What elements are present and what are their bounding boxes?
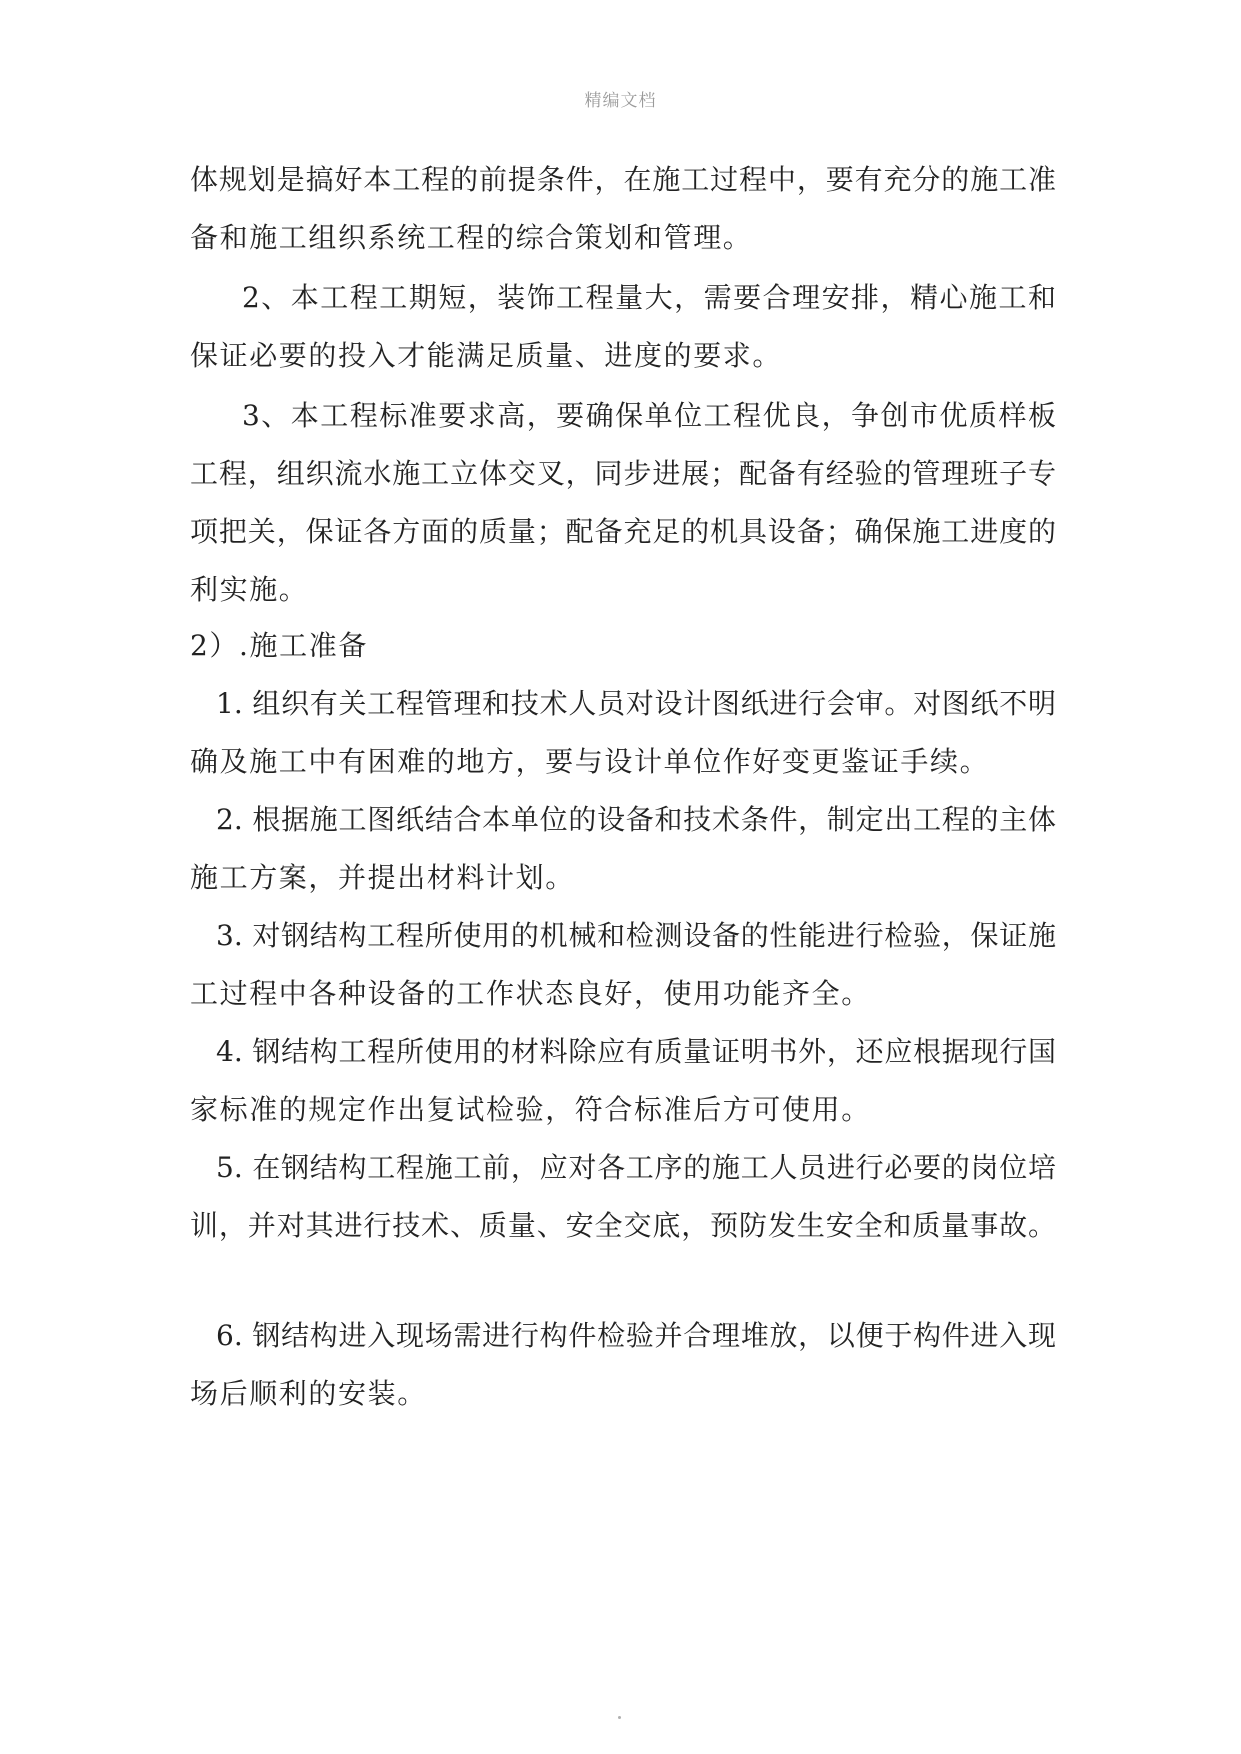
- text-line: 场后顺利的安装。: [190, 1377, 427, 1410]
- list-item: 6. 钢结构进入现场需进行构件检验并合理堆放，以便于构件进入现: [216, 1319, 1056, 1352]
- text-line: 2、本工程工期短，装饰工程量大，需要合理安排，精心施工和: [242, 281, 1056, 314]
- list-item: 2. 根据施工图纸结合本单位的设备和技术条件，制定出工程的主体: [216, 803, 1056, 836]
- text-line: 训，并对其进行技术、质量、安全交底，预防发生安全和质量事故。: [190, 1209, 1056, 1242]
- text-line: 项把关，保证各方面的质量；配备充足的机具设备；确保施工进度的: [190, 515, 1056, 548]
- list-item: 1. 组织有关工程管理和技术人员对设计图纸进行会审。对图纸不明: [216, 687, 1056, 720]
- list-item: 5. 在钢结构工程施工前，应对各工序的施工人员进行必要的岗位培: [216, 1151, 1056, 1184]
- section-heading: 2）.施工准备: [190, 629, 368, 662]
- page-header: 精编文档: [584, 91, 657, 111]
- text-line: 工程，组织流水施工立体交叉，同步进展；配备有经验的管理班子专: [190, 457, 1056, 490]
- list-item: 3. 对钢结构工程所使用的机械和检测设备的性能进行检验，保证施: [216, 919, 1056, 952]
- footer-dot: [618, 1716, 621, 1719]
- list-item: 4. 钢结构工程所使用的材料除应有质量证明书外，还应根据现行国: [216, 1035, 1056, 1068]
- text-line: 确及施工中有困难的地方，要与设计单位作好变更鉴证手续。: [190, 745, 990, 778]
- text-line: 利实施。: [190, 573, 309, 606]
- text-line: 施工方案，并提出材料计划。: [190, 861, 575, 894]
- text-line: 体规划是搞好本工程的前提条件，在施工过程中，要有充分的施工准: [190, 163, 1056, 196]
- text-line: 家标准的规定作出复试检验，符合标准后方可使用。: [190, 1093, 871, 1126]
- text-line: 3、本工程标准要求高，要确保单位工程优良，争创市优质样板: [242, 399, 1056, 432]
- text-line: 保证必要的投入才能满足质量、进度的要求。: [190, 339, 783, 372]
- text-line: 备和施工组织系统工程的综合策划和管理。: [190, 221, 753, 254]
- text-line: 工过程中各种设备的工作状态良好，使用功能齐全。: [190, 977, 871, 1010]
